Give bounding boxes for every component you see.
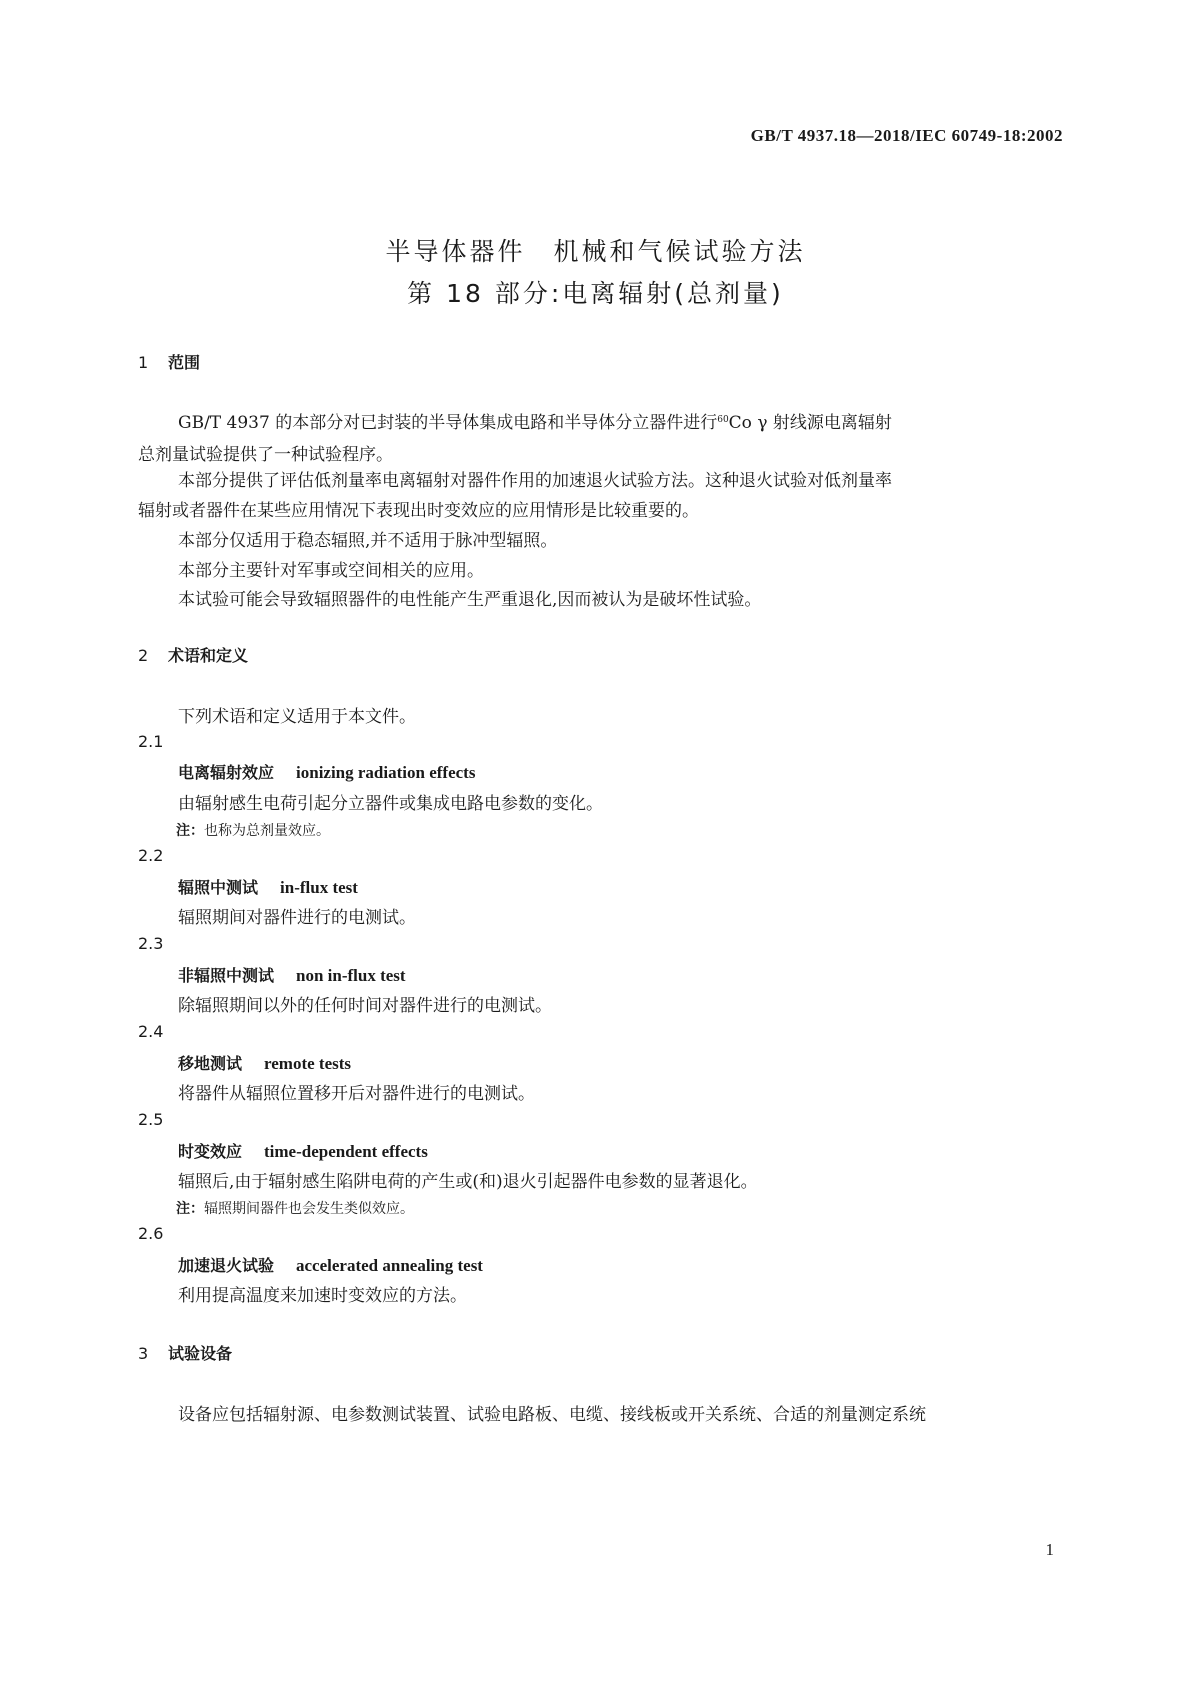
term-number: 2.6: [138, 1224, 164, 1243]
section-number: 2: [138, 646, 149, 665]
term-number: 2.2: [138, 846, 164, 865]
term-en: accelerated annealing test: [296, 1256, 483, 1275]
document-title-line1: 半导体器件 机械和气候试验方法: [385, 237, 806, 266]
term-heading: [178, 875, 358, 898]
term-en: ionizing radiation effects: [296, 763, 476, 782]
term-definition: 辐照后,由于辐射感生陷阱电荷的产生或(和)退火引起器件电参数的显著退化。: [178, 1172, 758, 1192]
section-heading-equipment: [138, 1341, 232, 1364]
term-cn: 辐照中测试: [178, 878, 259, 897]
term-cn: 非辐照中测试: [178, 966, 275, 985]
section-heading-terms: [138, 643, 248, 666]
isotope-mass-number: 60: [717, 415, 729, 425]
term-heading: [178, 760, 475, 783]
term-heading: [178, 963, 406, 986]
term-cn: 加速退火试验: [178, 1256, 275, 1275]
section-number: 3: [138, 1344, 149, 1363]
term-en: non in-flux test: [296, 966, 406, 985]
term-note: [176, 820, 330, 840]
note-label: 注：: [176, 1201, 204, 1217]
scope-paragraph-2-line-1: 本部分提供了评估低剂量率电离辐射对器件作用的加速退火试验方法。这种退火试验对低剂量率: [178, 471, 892, 491]
scope-paragraph-2-line-2: 辐射或者器件在某些应用情况下表现出时变效应的应用情形是比较重要的。: [138, 501, 699, 521]
term-cn: 时变效应: [178, 1142, 243, 1161]
term-cn: 移地测试: [178, 1054, 243, 1073]
section-heading-scope: [138, 350, 200, 373]
note-label: 注：: [176, 823, 204, 839]
term-heading: [178, 1051, 351, 1074]
document-title-line2: 第 18 部分:电离辐射(总剂量): [407, 279, 784, 308]
section-title: 试验设备: [168, 1344, 233, 1363]
term-cn: 电离辐射效应: [178, 763, 275, 782]
section-title: 范围: [168, 353, 201, 372]
section-title: 术语和定义: [168, 646, 249, 665]
standard-code: GB/T 4937.18—2018/IEC 60749-18:2002: [750, 126, 1063, 145]
term-heading: [178, 1139, 428, 1162]
terms-intro: 下列术语和定义适用于本文件。: [178, 707, 416, 727]
term-definition: 由辐射感生电荷引起分立器件或集成电路电参数的变化。: [178, 794, 603, 814]
note-text: 也称为总剂量效应。: [204, 823, 330, 839]
term-definition: 除辐照期间以外的任何时间对器件进行的电测试。: [178, 996, 552, 1016]
term-note: [176, 1198, 414, 1218]
term-en: time-dependent effects: [264, 1142, 428, 1161]
term-definition: 辐照期间对器件进行的电测试。: [178, 908, 416, 928]
term-heading: [178, 1253, 483, 1276]
scope-paragraph-1-line-1: GB/T 4937 的本部分对已封装的半导体集成电路和半导体分立器件进行$^{60}$Co γ 射线源电离辐射: [178, 413, 892, 433]
equipment-paragraph-1: 设备应包括辐射源、电参数测试装置、试验电路板、电缆、接线板或开关系统、合适的剂量测定系统: [178, 1405, 926, 1425]
scope-paragraph-5: 本试验可能会导致辐照器件的电性能产生严重退化,因而被认为是破坏性试验。: [178, 590, 762, 610]
term-number: 2.1: [138, 732, 164, 751]
scope-paragraph-4: 本部分主要针对军事或空间相关的应用。: [178, 561, 484, 581]
term-number: 2.3: [138, 934, 164, 953]
term-definition: 将器件从辐照位置移开后对器件进行的电测试。: [178, 1084, 535, 1104]
term-number: 2.5: [138, 1110, 164, 1129]
scope-paragraph-1-line-2: 总剂量试验提供了一种试验程序。: [138, 445, 393, 465]
scope-paragraph-3: 本部分仅适用于稳态辐照,并不适用于脉冲型辐照。: [178, 531, 558, 551]
term-en: remote tests: [264, 1054, 352, 1073]
term-en: in-flux test: [280, 878, 358, 897]
note-text: 辐照期间器件也会发生类似效应。: [204, 1201, 414, 1217]
page-number: 1: [1045, 1540, 1054, 1559]
section-number: 1: [138, 353, 149, 372]
term-definition: 利用提高温度来加速时变效应的方法。: [178, 1286, 467, 1306]
term-number: 2.4: [138, 1022, 164, 1041]
